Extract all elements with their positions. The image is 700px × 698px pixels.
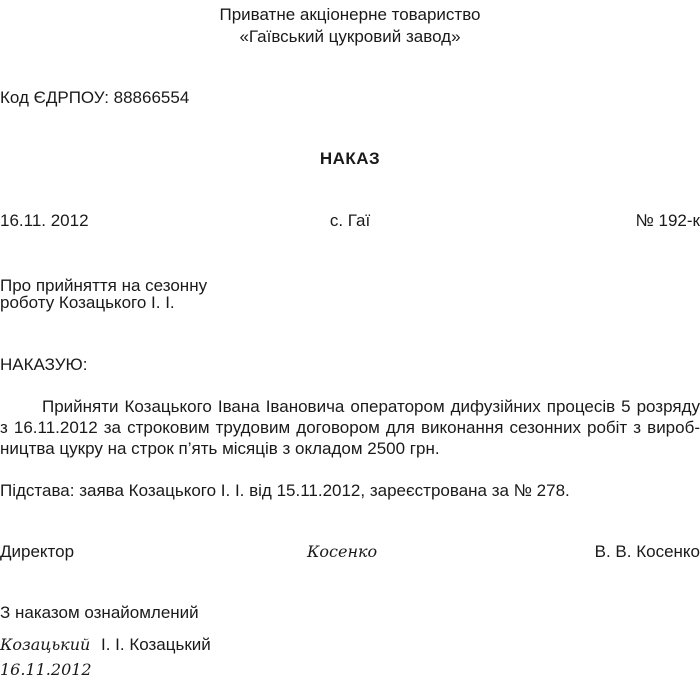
- subject-line2: роботу Козацького І. І.: [0, 293, 175, 312]
- order-number: № 192-к: [635, 211, 700, 230]
- employee-name: І. І. Козацький: [101, 635, 211, 654]
- director-position: Директор: [0, 542, 75, 561]
- subject-line1: Про прийняття на сезонну: [0, 276, 208, 295]
- company-name-line1: Приватне акціонерне товариство: [219, 5, 481, 24]
- body-line2: з 16.11.2012 за строковим трудовим договором для виконання сезонних робіт з вироб-: [0, 418, 700, 437]
- order-word: НАКАЗУЮ:: [0, 355, 88, 374]
- company-name-line2: «Гаївський цукровий завод»: [239, 27, 461, 46]
- document-title: НАКАЗ: [319, 149, 381, 168]
- acknowledgement-label: З наказом ознайомлений: [0, 603, 199, 622]
- edrpou-code: Код ЄДРПОУ: 88866554: [0, 88, 190, 107]
- order-place: с. Гаї: [329, 211, 371, 230]
- order-date: 16.11. 2012: [0, 211, 89, 230]
- director-name: В. В. Косенко: [594, 542, 700, 561]
- body-line1: Прийняти Козацького Івана Івановича оператором дифузійних процесів 5 розряду: [42, 397, 700, 416]
- basis-text: Підстава: заява Козацького І. І. від 15.11.2012, зареєстрована за № 278.: [0, 481, 570, 500]
- body-line3: ництва цукру на строк п’ять місяців з окладом 2500 грн.: [0, 439, 440, 458]
- employee-signature: Козацький: [0, 635, 91, 654]
- acknowledgement-date: 16.11.2012: [0, 660, 92, 679]
- director-signature: Косенко: [307, 542, 378, 561]
